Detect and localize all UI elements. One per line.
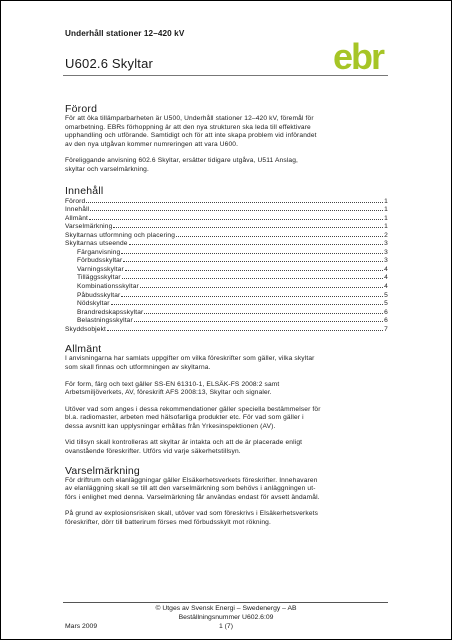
ebr-logo — [331, 39, 391, 73]
toc-entry-page: 4 — [384, 283, 388, 291]
toc-entry-page: 3 — [384, 257, 388, 265]
text-line: För driftrum och elanläggningar gäller Elsäkerhetsverkets föreskrifter. Innehavaren — [65, 476, 318, 484]
innehall-heading: Innehåll — [65, 184, 104, 197]
toc-entry[interactable] — [65, 299, 388, 308]
toc-leader-dots — [90, 205, 383, 211]
toc-leader-dots — [86, 197, 383, 203]
toc-entry-page: 3 — [384, 248, 388, 256]
varsel-section — [65, 465, 388, 528]
toc-entry[interactable] — [65, 205, 388, 214]
table-of-contents — [65, 197, 388, 334]
toc-leader-dots — [134, 316, 383, 322]
toc-entry[interactable] — [65, 273, 388, 282]
toc-entry[interactable] — [65, 265, 388, 274]
varsel-heading: Varselmärkning — [65, 464, 140, 477]
toc-entry[interactable] — [65, 325, 388, 334]
toc-leader-dots — [121, 248, 383, 254]
footer-copyright: © Utges av Svensk Energi – Swedenergy – AB — [155, 605, 297, 612]
toc-leader-dots — [121, 291, 383, 297]
forord-section — [65, 103, 388, 175]
footer-page-number: 1 (7) — [219, 623, 233, 630]
varsel-paragraph-1 — [65, 477, 388, 503]
toc-entry[interactable] — [65, 256, 388, 265]
title-divider — [63, 75, 388, 76]
footer-divider — [63, 602, 388, 603]
toc-entry-label: Nödskyltar — [77, 300, 110, 308]
toc-entry-page: 6 — [384, 317, 388, 325]
toc-entry-label: Kombinationsskyltar — [77, 283, 139, 291]
allmant-paragraph-1 — [65, 355, 388, 372]
toc-leader-dots — [140, 282, 383, 288]
allmant-paragraph-2 — [65, 381, 388, 398]
toc-leader-dots — [123, 256, 383, 262]
toc-entry-label: Färganvisning — [77, 248, 121, 256]
toc-entry-page: 2 — [384, 231, 388, 239]
allmant-paragraph-3 — [65, 406, 388, 432]
text-line: av elanläggning skall se till att den varselmärkning som behövs i anläggningen ut- — [65, 485, 316, 493]
toc-entry-label: Förbudsskyltar — [77, 257, 123, 265]
toc-leader-dots — [89, 214, 383, 220]
text-line: förs i enlighet med denna. Varselmärkning får användas endast för avsett ändamål. — [65, 493, 320, 501]
toc-entry-page: 5 — [384, 300, 388, 308]
toc-entry-label: Varningsskyltar — [77, 265, 124, 273]
toc-entry-page: 4 — [384, 274, 388, 282]
text-line: ovanstående föreskrifter. Utförs vid varje säkerhetstillsyn. — [65, 448, 241, 456]
toc-entry[interactable] — [65, 316, 388, 325]
toc-entry[interactable] — [65, 197, 388, 206]
text-line: I anvisningarna har samlats uppgifter om vilka föreskrifter som gäller, vilka skyltar — [65, 355, 315, 363]
document-title: U602.6 Skyltar — [65, 56, 154, 71]
toc-leader-dots — [111, 299, 384, 305]
toc-leader-dots — [176, 231, 383, 237]
text-line: Föreliggande anvisning 602.6 Skyltar, ersätter tidigare utgåva, U511 Anslag, — [65, 157, 299, 165]
toc-entry-label: Innehåll — [65, 206, 90, 214]
allmant-heading: Allmänt — [65, 343, 102, 356]
text-line: skyltar och varselmärkning. — [65, 165, 149, 173]
document-series: Underhåll stationer 12–420 kV — [65, 29, 185, 38]
toc-entry-label: Förord — [65, 197, 86, 205]
text-line: föreskrifter, dörr till batterirum förses med förbudsskylt mot rökning. — [65, 519, 271, 527]
varsel-paragraph-2 — [65, 510, 388, 527]
toc-entry-label: Skyddsobjekt — [65, 325, 107, 333]
text-line: För form, färg och text gäller SS-EN 61310-1, ELSÄK-FS 2008:2 samt — [65, 380, 280, 388]
toc-entry[interactable] — [65, 282, 388, 291]
toc-entry-page: 3 — [384, 240, 388, 248]
footer-order-number: Beställningsnummer U602.6:09 — [178, 614, 274, 621]
text-line: dessa avsnitt kan upplysningar erhållas från Yrkesinspektionen (AV). — [65, 422, 276, 430]
toc-entry[interactable] — [65, 214, 388, 223]
toc-entry-page: 1 — [384, 223, 388, 231]
toc-entry-page: 1 — [384, 206, 388, 214]
toc-leader-dots — [113, 222, 383, 228]
toc-entry-page: 4 — [384, 265, 388, 273]
text-line: av den nya utgåvan kommer numreringen att vara U600. — [65, 140, 239, 148]
toc-entry-label: Skyltarnas utformning och placering — [65, 231, 176, 239]
toc-entry[interactable] — [65, 291, 388, 300]
toc-entry-page: 7 — [384, 325, 388, 333]
toc-entry-label: Tilläggsskyltar — [77, 274, 121, 282]
toc-entry-page: 1 — [384, 197, 388, 205]
toc-entry-label: Påbudsskyltar — [77, 291, 121, 299]
toc-entry-page: 6 — [384, 308, 388, 316]
toc-leader-dots — [125, 265, 383, 271]
text-line: som skall finnas och utformningen av skyltarna. — [65, 363, 211, 371]
text-line: upphandling och utförande. Samtidigt och för att inte skapa problem vid införandet — [65, 132, 317, 140]
toc-leader-dots — [107, 325, 383, 331]
toc-entry[interactable] — [65, 308, 388, 317]
toc-entry-label: Brandredskapsskyltar — [77, 308, 144, 316]
text-line: Utöver vad som anges i dessa rekommendationer gäller speciella bestämmelser för — [65, 405, 321, 413]
svg-text:ebr: ebr — [333, 39, 384, 73]
toc-leader-dots — [122, 273, 383, 279]
text-line: Arbetsmiljöverkets, AV, föreskrift AFS 2008:13, Skyltar och signaler. — [65, 389, 272, 397]
toc-entry[interactable] — [65, 239, 388, 248]
toc-entry[interactable] — [65, 222, 388, 231]
footer-date: Mars 2009 — [65, 623, 98, 630]
toc-entry-page: 1 — [384, 214, 388, 222]
toc-entry-label: Skyltarnas utseende — [65, 240, 128, 248]
toc-entry[interactable] — [65, 248, 388, 257]
forord-heading: Förord — [65, 103, 98, 115]
toc-entry-label: Varselmärkning — [65, 223, 113, 231]
text-line: För att öka tillämparbarheten är U500, Underhåll stationer 12–420 kV, föremål för — [65, 115, 314, 122]
forord-paragraph-2 — [65, 157, 388, 174]
text-line: bl.a. radiomaster, arbeten med hälsofarliga produkter etc. För vad som gäller i — [65, 414, 304, 422]
toc-leader-dots — [144, 308, 383, 314]
toc-entry-label: Belastningsskyltar — [77, 317, 133, 325]
innehall-section — [65, 185, 388, 334]
text-line: På grund av explosionsrisken skall, utöver vad som föreskrivs i Elsäkerhetsverkets — [65, 510, 319, 518]
text-line: omarbetning. EBRs förhoppning är att den nya strukturen ska leda till effektivare — [65, 123, 311, 131]
forord-paragraph-1 — [65, 115, 388, 149]
toc-entry-page: 5 — [384, 291, 388, 299]
toc-leader-dots — [129, 239, 384, 245]
toc-entry[interactable] — [65, 231, 388, 240]
text-line: Vid tillsyn skall kontrolleras att skyltar är intakta och att de är placerade enligt — [65, 439, 303, 447]
allmant-paragraph-4 — [65, 439, 388, 456]
allmant-section — [65, 343, 388, 456]
toc-entry-label: Allmänt — [65, 214, 89, 222]
document-body — [65, 103, 388, 536]
